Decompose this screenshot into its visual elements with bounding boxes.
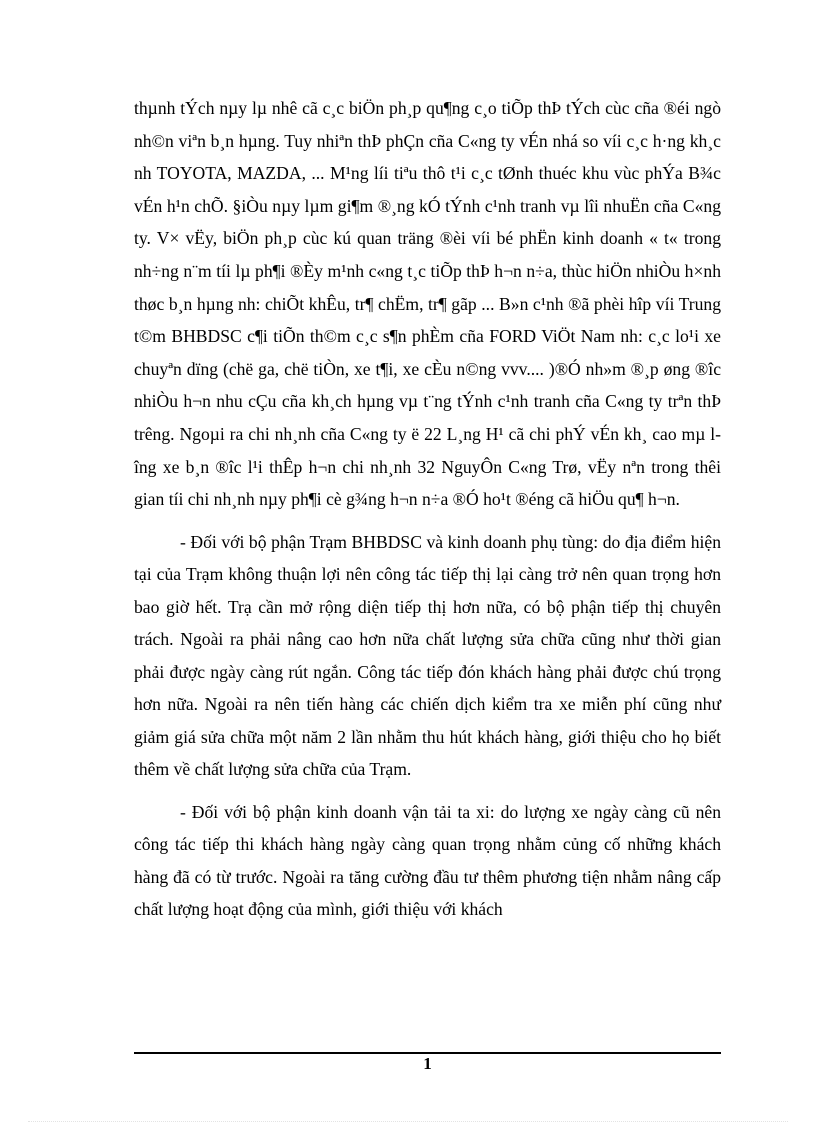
paragraph-taxi-business: - Đối với bộ phận kinh doanh vận tải ta xi: do lượng xe ngày càng cũ nên công tác tiếp thi khách hàng ngày càng quan trọng nhằm củng cố những khách hàng đã có từ trước. Ngoài ra tăng cường đầu tư thêm phương tiện nhằm nâng cấp chất lượng hoạt động của mình, giới thiệu với khách — [134, 801, 721, 920]
page-number: 1 — [423, 1054, 432, 1073]
document-body — [134, 92, 721, 926]
paragraph-legacy-encoding: thµnh tÝch nµy lµ nhê cã c¸c biÖn ph¸p qu¶ng c¸o tiÕp thÞ tÝch cùc cña ®éi ngò nh©n viªn b¸n hµng. Tuy nhiªn thÞ phÇn cña C«ng ty vÉn nhá so víi c¸c h·ng kh¸c nh TOYOTA, MAZDA, ... M¹ng líi tiªu thô t¹i c¸c tØnh thuéc khu vùc phÝa B¾c vÉn h¹n chÕ. §iÒu nµy lµm gi¶m ®¸ng kÓ tÝnh c¹nh tranh vµ lîi nhuËn cña C«ng ty. V× vËy, biÖn ph¸p cùc kú quan träng ®èi víi bé phËn kinh doanh « t« trong nh÷ng n¨m tíi lµ ph¶i ®Èy m¹nh c«ng t¸c tiÕp thÞ h¬n n÷a, thùc hiÖn nhiÒu h×nh thøc b¸n hµng nh: chiÕt khÊu, tr¶ chËm, tr¶ gãp ... B»n c¹nh ®ã phèi hîp víi Trung t©m BHBDSC c¶i tiÕn th©m c¸c s¶n phÈm cña FORD ViÖt Nam nh: c¸c lo¹i xe chuyªn dïng (chë ga, chë tiÒn, xe t¶i, xe cÈu n©ng vvv.... )®Ó nh»m ®¸p øng ®îc nhiÒu h¬n nhu cÇu cña kh¸ch hµng vµ t¨ng tÝnh c¹nh tranh cña C«ng ty trªn thÞ trêng. Ngoµi ra chi nh¸nh cña C«ng ty ë 22 L¸ng H¹ cã chi phÝ vÉn kh¸ cao mµ lîng xe b¸n ®îc l¹i thÊp h¬n chi nh¸nh 32 NguyÔn C«ng Trø, vËy nªn trong thêi gian tíi chi nh¸nh nµy ph¶i cè g¾ng h¬n n÷a ®Ó ho¹t ®éng cã hiÖu qu¶ h¬n. — [134, 98, 721, 510]
page-edge-divider — [28, 1121, 788, 1122]
paragraph-service-station: - Đối với bộ phận Trạm BHBDSC và kinh doanh phụ tùng: do địa điểm hiện tại của Trạm không thuận lợi nên công tác tiếp thị lại càng trở nên quan trọng hơn bao giờ hết. Trạ cần mở rộng diện tiếp thị hơn nữa, có bộ phận tiếp thị chuyên trách. Ngoài ra phải nâng cao hơn nữa chất lượng sửa chữa cũng như thời gian phải được ngày càng rút ngắn. Công tác tiếp đón khách hàng phải được chú trọng hơn nữa. Ngoài ra nên tiến hàng các chiến dịch kiểm tra xe miễn phí cũng như giảm giá sửa chữa một năm 2 lần nhằm thu hút khách hàng, giới thiệu cho họ biết thêm về chất lượng sửa chữa của Trạm. — [134, 531, 721, 780]
